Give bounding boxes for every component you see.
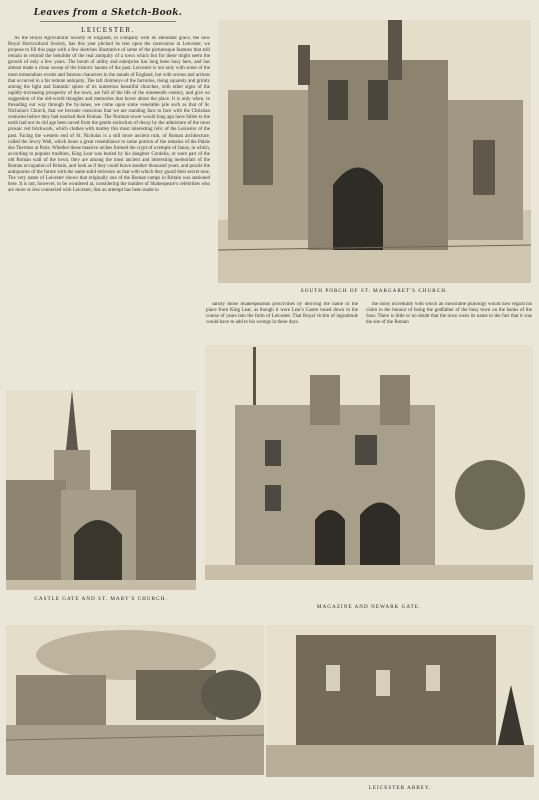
figure-caption: MAGAZINE AND NEWARK GATE.	[316, 604, 422, 610]
masthead-rule	[40, 21, 176, 22]
article-paragraph: satisfy those Shakespearean proclivities by deriving the name of the place from King Lear, as though it were Lear's Castre toned down in the course of years into the form of Leicester. That Royal victim of ingratitude would have to add to his wrongs in these days	[206, 302, 358, 326]
figure-caption: LEICESTER ABBEY.	[368, 785, 432, 791]
article-column-left	[8, 36, 210, 386]
abbey-river-engraving	[6, 625, 264, 775]
article-paragraph: the stony incredulity with which an inexorable philology would now regard his claim to the honour of being the godfather of the busy town on the banks of the Soar. There is little or no doubt that the town owes its name to the fact that it was the site of the Roman	[366, 302, 532, 326]
article-heading: LEICESTER.	[81, 26, 135, 34]
article-column-right	[366, 302, 532, 328]
figure-caption: SOUTH PORCH OF ST. MARGARET'S CHURCH.	[300, 288, 449, 294]
masthead-title: Leaves from a Sketch-Book.	[33, 8, 183, 18]
article-paragraph: As the Royal Agricultural Society of England, in company with its attendant grace, the now Royal Horticultural Society, has this year pitched its tent upon the racecourse at Leicester, we propose to fill this page with a few sketches illustrative of some of the picturesque features that still remain to remind the beholder of the real antiquity of a town which but for these might seem the growth of only a few years. The boom of utility and enterprise has long been busy here, and has almost made a clean sweep of the historic haunts of the past. Leicester is not only with some of the most tremendous events and famous characters in the annals of England, but with scenes and actions that occurred in a far remote antiquity. The tall chimneys of the factories, rising squarely and grimly among the light and fantastic spires of its numerous beautiful churches, with other signs of the rapidly-increasing prosperity of the town, are full of the life of the nineteenth century, and give no suggestion of the old-world thoughts and memories that hover about the place. It is only when, in threading our way through the by-lanes, we come upon some venerable pile such as that of St. Nicholas's Church, that we become conscious that we are standing face to face with the Christian centuries before they had reached their Roman. The Norman tower would long ago have fallen to the earth had not its old age been saved from the gentle extinction of decay by the admixture of the most prosaic red brickwork, which clothes with motley this most interesting relic of the Leicester of the past. Facing the western end of St. Nicholas is a still more ancient ruin, of Roman architecture, called the Jewry Wall, which bears a great resemblance to some portion of the remains of the Palais des Thermes at Paris. Whether these massive arches formed the crypt of a temple of Janus, in which, according to popular tradition, King Lear was buried by his daughter Cordelia, or were part of the old Roman wall of the town, they are among the most ancient and interesting memorials of the Roman occupation of Britain, and look as if they could brave another thousand years, and puzzle the antiquaries of the future with the same solid reticence as that with which they guard their secret now. The very name of Leicester shows that originally one of the Roman camps in Britain was stationed here. It is not, however, to be wondered at, considering the number of Shakespeare's celebrities who are more or less connected with Leicester, that an attempt has been made to	[8, 36, 210, 194]
south-porch-engraving	[218, 20, 531, 283]
article-column-mid	[206, 302, 358, 328]
figure-caption: CASTLE GATE AND ST. MARY'S CHURCH.	[34, 596, 168, 602]
castle-gate-engraving	[6, 390, 196, 590]
magazine-gate-engraving	[205, 345, 533, 580]
leicester-abbey-engraving	[266, 625, 534, 777]
